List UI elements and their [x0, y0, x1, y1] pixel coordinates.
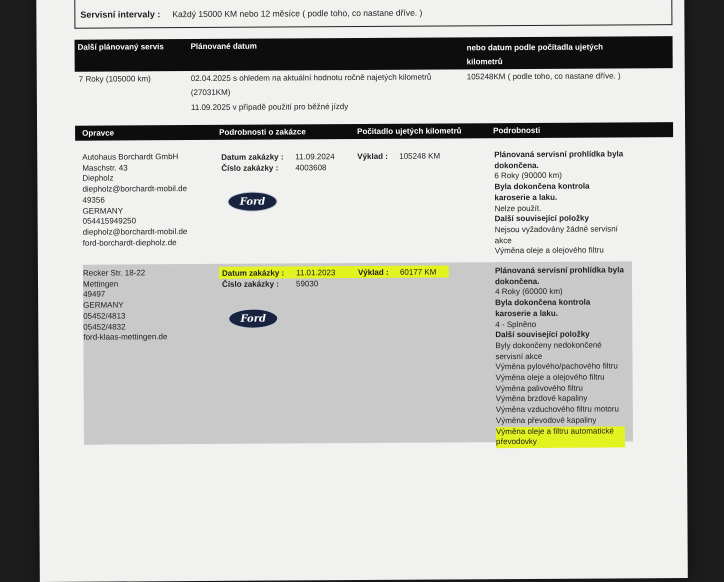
plan-header-planned-date: Plánované datum: [190, 41, 257, 52]
ford-logo-icon: Ford: [228, 309, 278, 329]
detail-line: Nelze použít.: [494, 203, 542, 213]
plan-header-odometer: nebo datum podle počítadla ujetých: [466, 42, 604, 53]
dealer-address: [82, 152, 187, 249]
detail-line: dokončena.: [494, 160, 539, 170]
history-header-details: Podrobnosti: [493, 125, 541, 136]
detail-line: 4 - Splněno: [495, 319, 537, 329]
history-header-order: Podrobnosti o zakázce: [219, 127, 306, 137]
dealer-line: Autohaus Borchardt GmbH: [82, 152, 179, 162]
service-record-sheet: [36, 0, 688, 582]
detail-line: dokončena.: [494, 276, 540, 286]
dealer-line: Maschstr. 43: [82, 163, 128, 173]
detail-line: Byly dokončeny nedokončené: [495, 340, 602, 351]
order-number-label: Číslo zakázky :: [221, 163, 279, 173]
plan-date-line-2: (27031KM): [190, 87, 231, 98]
dealer-line: GERMANY: [83, 300, 124, 310]
order-number-value: 59030: [295, 279, 319, 289]
plan-km: 105248KM ( podle toho, co nastane dříve. ): [466, 71, 621, 82]
odometer-value: 105248 KM: [399, 151, 441, 161]
odometer-value: 60177 KM: [399, 267, 437, 277]
service-interval-value: Každý 15000 KM nebo 12 měsíce ( podle toho, co nastane dříve. ): [172, 7, 423, 20]
detail-line: Výměna oleje a olejového filtru: [494, 245, 604, 256]
detail-line: Výměna pylového/pachového filtru: [495, 361, 618, 372]
dealer-line: ford-klaas-mettingen.de: [83, 332, 168, 342]
detail-line: Plánovaná servisní prohlídka byla: [494, 149, 624, 160]
order-number-label: Číslo zakázky :: [221, 279, 279, 289]
detail-line: Byla dokončena kontrola: [494, 181, 590, 192]
detail-line: Plánovaná servisní prohlídka byla: [494, 265, 624, 276]
detail-line: Výměna oleje a olejového filtru: [495, 372, 605, 383]
detail-line: Výměna převodové kapaliny: [495, 415, 597, 426]
detail-line: 6 Roky (90000 km): [494, 171, 562, 181]
ford-logo-icon: Ford: [227, 192, 277, 212]
dealer-line: 05452/4832: [83, 321, 126, 332]
dealer-line: GERMANY: [82, 205, 124, 216]
order-date-label: Datum zakázky :: [221, 152, 284, 162]
detail-line: karoserie a laku.: [494, 192, 558, 203]
detail-line: Výměna palivového filtru: [495, 383, 583, 393]
dealer-address: [83, 268, 168, 343]
plan-header-bar: [75, 36, 673, 72]
detail-line: Další související položky: [495, 329, 590, 340]
dealer-line: Mettingen: [82, 279, 119, 289]
dealer-line: Recker Str. 18-22: [82, 268, 146, 278]
service-details: [494, 149, 624, 257]
dealer-line: 05452/4813: [83, 311, 126, 321]
detail-line: Výměna vzduchového filtru motoru: [495, 404, 619, 415]
detail-line: Nejsou vyžadovány žádné servisní: [494, 224, 618, 235]
detail-line: karoserie a laku.: [495, 308, 558, 318]
service-interval-label: Servisní intervaly :: [80, 9, 161, 20]
detail-line: 4 Roky (60000 km): [495, 287, 563, 297]
detail-line: Další související položky: [494, 213, 589, 224]
service-details: [495, 265, 625, 448]
dealer-line: 054415949250: [82, 216, 137, 226]
detail-line: Výměna oleje a filtru automatické: [496, 426, 625, 437]
dealer-line: 49497: [83, 289, 106, 300]
plan-header-odometer-2: kilometrů: [466, 57, 503, 67]
detail-line: Výměna brzdové kapaliny: [495, 394, 588, 404]
plan-date-line-3: 11.09.2025 v případě použití pro běžné jízdy: [190, 102, 349, 113]
detail-line: servisní akce: [495, 351, 543, 361]
plan-date-line-1: 02.04.2025 s ohledem na aktuální hodnotu ročně najetých kilometrů: [190, 72, 432, 84]
order-date-label: Datum zakázky :: [221, 268, 285, 278]
order-date-value: 11.01.2023: [295, 268, 336, 278]
dealer-line: 49356: [82, 195, 105, 205]
dealer-line: diepholz@borchardt-mobil.de: [82, 184, 188, 194]
plan-header-next-service: Další plánovaný servis: [77, 42, 164, 52]
dealer-line: diepholz@borchardt-mobil.de: [82, 226, 188, 237]
order-date-value: 11.09.2024: [295, 152, 335, 162]
dealer-line: Diepholz: [82, 173, 114, 184]
history-header-dealer: Opravce: [82, 128, 115, 138]
odometer-label: Výklad :: [357, 151, 388, 162]
detail-line: akce: [494, 235, 512, 245]
plan-interval: 7 Roky (105000 km): [78, 74, 151, 84]
dealer-line: ford-borchardt-diepholz.de: [82, 237, 177, 248]
history-header-odometer: Počitadlo ujetých kilometrů: [357, 126, 462, 137]
detail-line: Byla dokončena kontrola: [495, 297, 591, 308]
detail-line: převodovky: [496, 437, 625, 448]
odometer-label: Výklad :: [357, 267, 389, 278]
order-number-value: 4003608: [295, 163, 327, 173]
